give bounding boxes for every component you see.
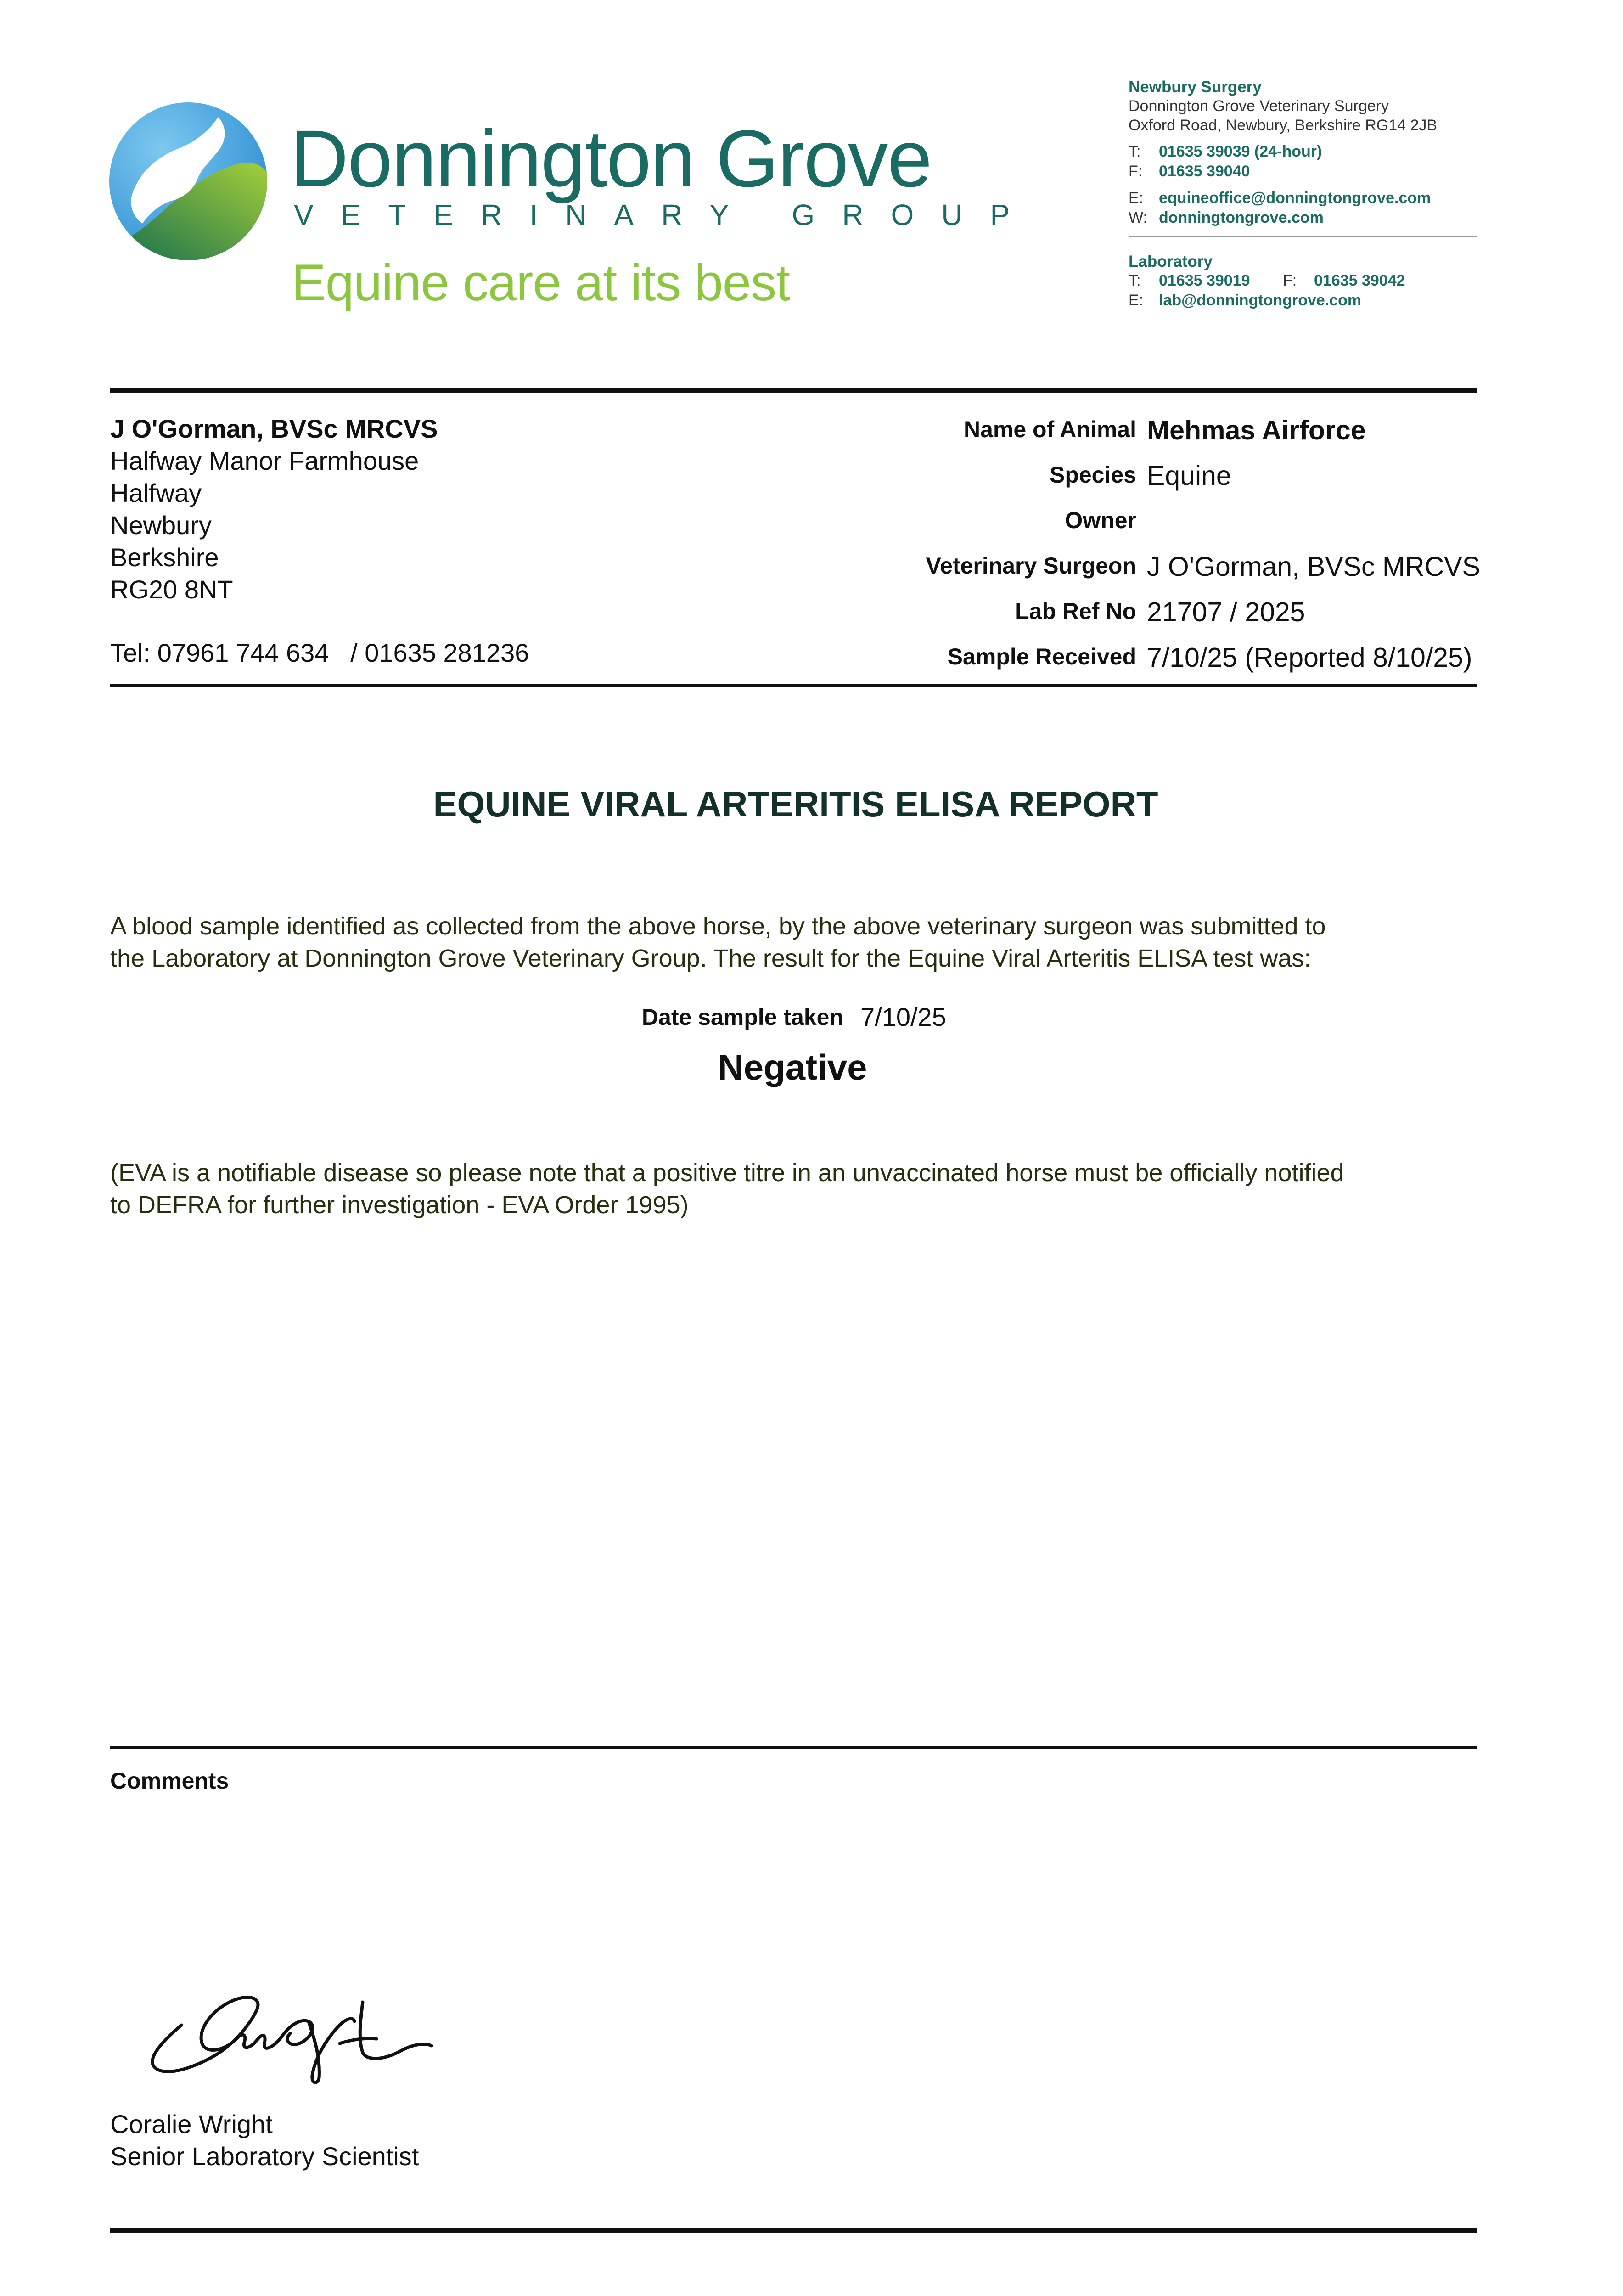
signatory-title: Senior Laboratory Scientist bbox=[110, 2142, 419, 2171]
website-link[interactable]: donningtongrove.com bbox=[1159, 209, 1324, 226]
surgery-heading: Newbury Surgery bbox=[1129, 78, 1262, 96]
address-line: Berkshire bbox=[110, 543, 219, 572]
date-taken-label: Date sample taken bbox=[641, 1004, 843, 1030]
fax-label: F: bbox=[1129, 163, 1143, 180]
address-line: Halfway Manor Farmhouse bbox=[110, 446, 419, 475]
header-rule bbox=[110, 388, 1477, 393]
email-link[interactable]: equineoffice@donningtongrove.com bbox=[1159, 189, 1431, 207]
surgery-address: Oxford Road, Newbury, Berkshire RG14 2JB bbox=[1129, 117, 1438, 134]
recipient-name: J O'Gorman, BVSc MRCVS bbox=[110, 414, 438, 443]
fax-value: 01635 39040 bbox=[1159, 163, 1250, 180]
report-title: EQUINE VIRAL ARTERITIS ELISA REPORT bbox=[433, 784, 1158, 824]
species-label: Species bbox=[1049, 462, 1136, 488]
test-result: Negative bbox=[718, 1047, 867, 1087]
owner-label: Owner bbox=[1065, 507, 1136, 533]
signatory-name: Coralie Wright bbox=[110, 2110, 273, 2138]
lab-email-link[interactable]: lab@donningtongrove.com bbox=[1159, 292, 1362, 309]
contact-divider bbox=[1129, 236, 1477, 237]
sample-received-label: Sample Received bbox=[947, 644, 1136, 670]
address-line: Newbury bbox=[110, 511, 212, 540]
email-label: E: bbox=[1129, 189, 1144, 207]
comments-rule bbox=[110, 1746, 1477, 1749]
lab-fax-value: 01635 39042 bbox=[1314, 272, 1405, 289]
lab-tel-label: T: bbox=[1129, 272, 1141, 289]
brand-tagline: Equine care at its best bbox=[292, 254, 790, 311]
date-taken-value: 7/10/25 bbox=[860, 1002, 946, 1031]
address-postcode: RG20 8NT bbox=[110, 575, 233, 604]
comments-label: Comments bbox=[110, 1768, 229, 1794]
surgeon-value: J O'Gorman, BVSc MRCVS bbox=[1147, 551, 1480, 582]
lab-tel-value[interactable]: 01635 39019 bbox=[1159, 272, 1250, 289]
signature-image bbox=[138, 1970, 450, 2089]
address-line: Halfway bbox=[110, 478, 202, 507]
species-value: Equine bbox=[1147, 461, 1231, 491]
details-rule bbox=[110, 684, 1477, 687]
notifiable-note-line: to DEFRA for further investigation - EVA Order 1995) bbox=[110, 1191, 689, 1219]
footer-rule bbox=[110, 2228, 1477, 2233]
animal-name-value: Mehmas Airforce bbox=[1147, 415, 1366, 445]
notifiable-note-line: (EVA is a notifiable disease so please note that a positive titre in an unvaccinated horse must be officially notified bbox=[110, 1159, 1344, 1187]
sample-received-value: 7/10/25 (Reported 8/10/25) bbox=[1147, 642, 1472, 673]
animal-name-label: Name of Animal bbox=[963, 416, 1136, 442]
lab-ref-label: Lab Ref No bbox=[1015, 598, 1136, 624]
brand-name: Donnington Grove bbox=[290, 114, 932, 204]
recipient-phone: Tel: 07961 744 634 / 01635 281236 bbox=[110, 638, 529, 667]
surgery-name: Donnington Grove Veterinary Surgery bbox=[1129, 97, 1389, 115]
intro-line: A blood sample identified as collected from the above horse, by the above veterinary surgeon was submitted to bbox=[110, 912, 1326, 940]
tel-label: T: bbox=[1129, 143, 1141, 160]
intro-line: the Laboratory at Donnington Grove Veterinary Group. The result for the Equine Viral Arteritis ELISA test was: bbox=[110, 945, 1311, 972]
web-label: W: bbox=[1129, 209, 1147, 226]
brand-subtitle: VETERINARY GROUP bbox=[294, 198, 1038, 231]
lab-heading: Laboratory bbox=[1129, 253, 1213, 270]
lab-fax-label: F: bbox=[1283, 272, 1297, 289]
lab-email-label: E: bbox=[1129, 292, 1144, 309]
lab-ref-value: 21707 / 2025 bbox=[1147, 597, 1305, 627]
surgeon-label: Veterinary Surgeon bbox=[926, 553, 1136, 579]
tel-value[interactable]: 01635 39039 (24-hour) bbox=[1159, 143, 1322, 160]
logo-icon bbox=[103, 99, 269, 264]
